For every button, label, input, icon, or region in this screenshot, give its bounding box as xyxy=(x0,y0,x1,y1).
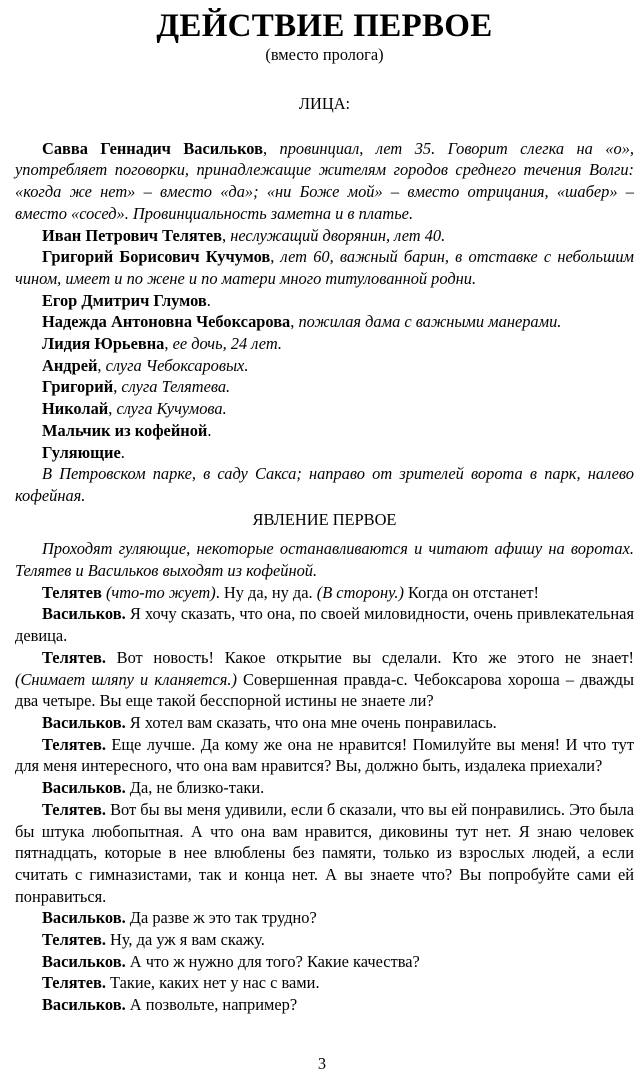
cast-entry xyxy=(15,138,634,225)
dialogue-line xyxy=(15,582,634,604)
cast-description: слуга Кучумова. xyxy=(116,399,227,419)
speaker-name: Телятев. xyxy=(42,973,106,993)
cast-separator: , xyxy=(262,138,280,158)
cast-entry xyxy=(15,376,634,398)
cast-separator: . xyxy=(207,420,212,440)
dialogue-line xyxy=(15,972,634,994)
speech-text: Когда он отстанет! xyxy=(403,582,539,602)
cast-name: Савва Геннадич Васильков xyxy=(42,138,263,158)
speaker-name: Васильков. xyxy=(42,604,126,624)
speaker-name: Телятев. xyxy=(42,930,106,950)
cast-description: пожилая дама с важными манерами. xyxy=(298,312,562,332)
setting-description: В Петровском парке, в саду Сакса; направо от зрителей ворота в парк, налево кофейная. xyxy=(15,464,634,505)
cast-entry xyxy=(15,442,634,464)
dialogue-line xyxy=(15,799,634,908)
cast-separator: . xyxy=(206,290,211,310)
speech-text: Я хочу сказать, что она, по своей миловидности, очень привлекательная девица. xyxy=(15,604,634,646)
speech-text: Да, не близко-таки. xyxy=(125,778,265,798)
cast-entry xyxy=(15,290,634,312)
cast-entry xyxy=(15,398,634,420)
dialogue-line xyxy=(15,994,634,1016)
cast-separator: . xyxy=(120,442,125,462)
cast-name: Николай xyxy=(42,399,109,419)
dialogue-line xyxy=(15,734,634,777)
scene-heading: ЯВЛЕНИЕ ПЕРВОЕ xyxy=(252,509,397,529)
persons-heading: ЛИЦА: xyxy=(298,94,351,113)
speech-text: Ну, да уж я вам скажу. xyxy=(105,930,265,950)
cast-separator: , xyxy=(221,225,231,245)
cast-name: Иван Петрович Телятев xyxy=(42,225,222,245)
stage-direction: Проходят гуляющие, некоторые останавливаются и читают афишу на воротах. Телятев и Васильков выходят из кофейной. xyxy=(15,539,634,581)
speech-text: А что ж нужно для того? Какие качества? xyxy=(125,951,420,971)
cast-separator: , xyxy=(97,355,106,375)
cast-entry xyxy=(15,420,634,442)
dialogue-line xyxy=(15,647,634,712)
speech-text: Вот бы вы меня удивили, если б сказали, что вы ей понравились. Это была бы штука любопытная. А что она вам нравится, диковины тут нет. Я знаю человек пятнадцать, которые в нее влюблены без памяти, только из взрослых людей, а если считать с гимназистами, так и конца нет. А вы знаете что? Вы попробуйте сами ей понравиться. xyxy=(15,799,634,906)
speech-text: Вот новость! Какое открытие вы сделали. Кто же этого не знает! xyxy=(105,647,634,667)
cast-entry xyxy=(15,225,634,247)
dialogue-line xyxy=(15,951,634,973)
stage-remark: (Снимает шляпу и кланяется.) xyxy=(15,669,237,689)
speaker-name: Телятев xyxy=(42,582,102,602)
dialogue-line xyxy=(15,929,634,951)
cast-entry xyxy=(15,333,634,355)
cast-name: Егор Дмитрич Глумов xyxy=(42,290,207,310)
speech-text: Я хотел вам сказать, что она мне очень понравилась. xyxy=(125,712,497,732)
dialogue xyxy=(15,582,634,1016)
speaker-name: Васильков. xyxy=(42,778,126,798)
cast-name: Надежда Антоновна Чебоксарова xyxy=(42,312,291,332)
cast-name: Григорий Борисович Кучумов xyxy=(42,247,271,267)
speech-text: А позвольте, например? xyxy=(125,995,298,1015)
cast-list xyxy=(15,138,634,464)
speaker-name: Васильков. xyxy=(42,951,126,971)
dialogue-line xyxy=(15,907,634,929)
speech-text: Совершенная правда-с. Чебоксарова хороша – дважды два четыре. Вы еще такой бесспорной истины не знаете ли? xyxy=(15,669,635,711)
dialogue-line xyxy=(15,603,634,646)
cast-separator: , xyxy=(290,312,299,332)
cast-name: Лидия Юрьевна xyxy=(42,334,165,354)
cast-description: провинциал, лет 35. Говорит слегка на «о», употребляет поговорки, принадлежащие жителям городов среднего течения Волги: «когда же нет» – вместо «да»; «ни Боже мой» – вместо отрицания, «шабер» – вместо «сосед». Провинциальность заметна и в платье. xyxy=(15,138,634,223)
speech-text: Такие, каких нет у нас с вами. xyxy=(105,973,320,993)
cast-name: Григорий xyxy=(42,377,114,397)
page-number: 3 xyxy=(317,1054,327,1073)
speaker-name: Телятев. xyxy=(42,799,106,819)
speaker-name: Телятев. xyxy=(42,647,106,667)
cast-entry xyxy=(15,355,634,377)
cast-description: слуга Чебоксаровых. xyxy=(105,355,249,375)
cast-name: Андрей xyxy=(42,355,98,375)
cast-name: Гуляющие xyxy=(42,442,121,462)
dialogue-line xyxy=(15,777,634,799)
cast-description: слуга Телятева. xyxy=(121,377,231,397)
speech-text: Еще лучше. Да кому же она не нравится! Помилуйте вы меня! И что тут для меня интересного, что она вам нравится? Вы, должно быть, издалека приехали? xyxy=(15,734,634,776)
speech-text: Да разве ж это так трудно? xyxy=(125,908,317,928)
stage-remark: (В сторону.) xyxy=(316,582,404,602)
cast-separator: , xyxy=(108,399,117,419)
speaker-name: Васильков. xyxy=(42,712,126,732)
dialogue-line xyxy=(15,712,634,734)
speech-text: . Ну да, ну да. xyxy=(215,582,317,602)
cast-description: лет 60, важный барин, в отставке с небольшим чином, имеет и по жене и по матери много титулованной родни. xyxy=(15,247,634,288)
stage-remark: (что-то жует) xyxy=(105,582,216,602)
cast-separator: , xyxy=(164,334,173,354)
speaker-name: Васильков. xyxy=(42,908,126,928)
cast-name: Мальчик из кофейной xyxy=(42,420,208,440)
cast-description: неслужащий дворянин, лет 40. xyxy=(230,225,446,245)
act-subtitle: (вместо пролога) xyxy=(265,45,384,64)
cast-separator: , xyxy=(270,247,281,267)
speaker-name: Телятев. xyxy=(42,734,106,754)
speaker-name: Васильков. xyxy=(42,995,126,1015)
cast-entry xyxy=(15,246,634,289)
cast-description: ее дочь, 24 лет. xyxy=(172,334,282,354)
cast-separator: , xyxy=(113,377,122,397)
act-title: ДЕЙСТВИЕ ПЕРВОЕ xyxy=(156,8,493,44)
cast-entry xyxy=(15,311,634,333)
